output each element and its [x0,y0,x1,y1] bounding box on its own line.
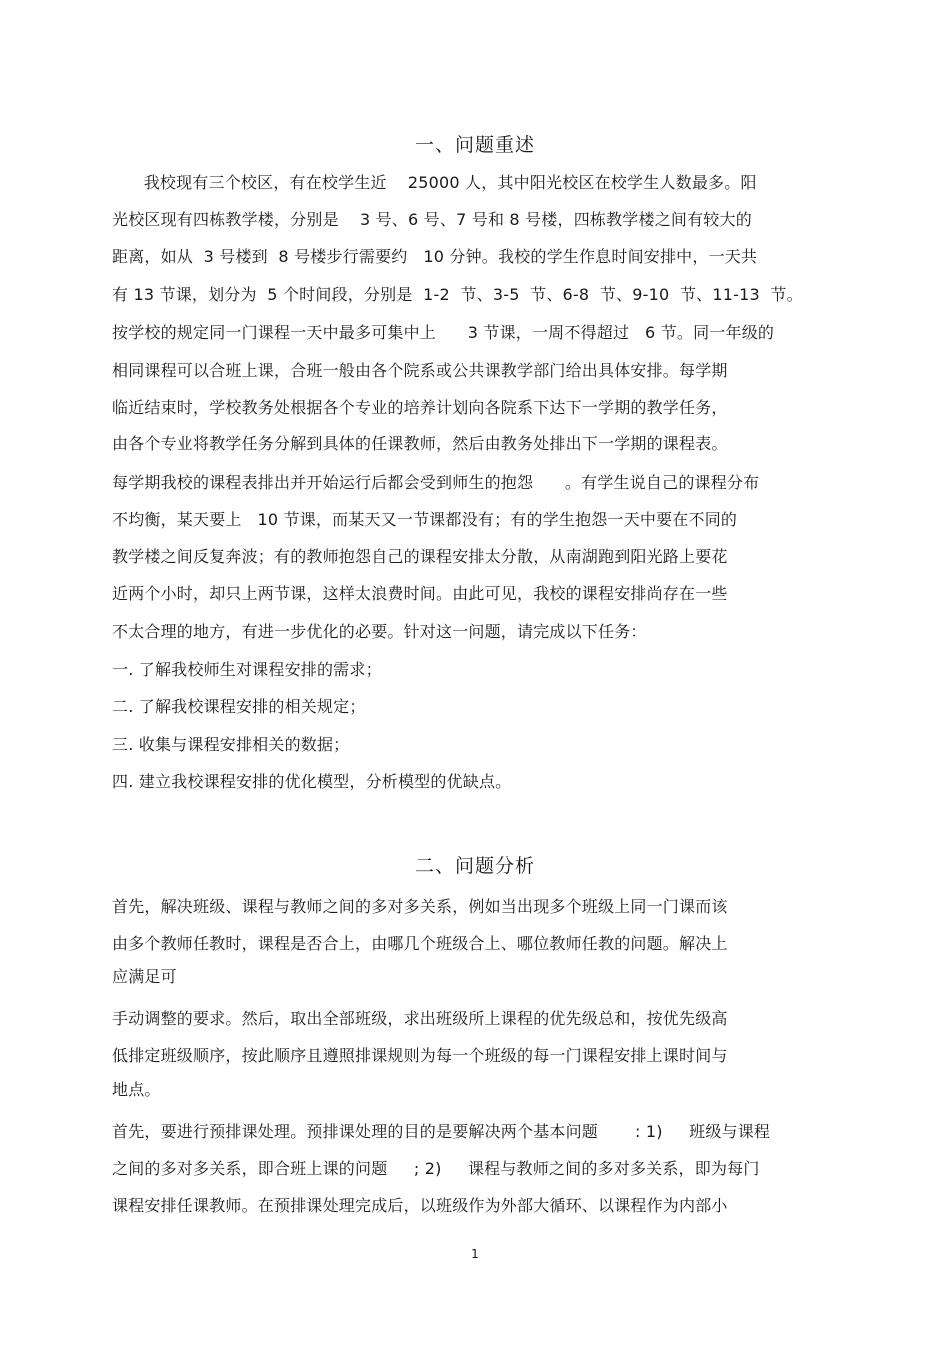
page-number: 1 [471,1247,479,1261]
section-2-line: 课程安排任课教师。在预排课处理完成后，以班级作为外部大循环、以课程作为内部小 [112,1196,728,1215]
task-item-4: 四. 建立我校课程安排的优化模型，分析模型的优缺点。 [112,772,512,791]
section-2-line: 首先，解决班级、课程与教师之间的多对多关系，例如当出现多个班级上同一门课而该 [112,897,728,916]
section-1-line: 不太合理的地方，有进一步优化的必要。针对这一问题，请完成以下任务： [112,622,647,641]
section-1-line: 教学楼之间反复奔波；有的教师抱怨自己的课程安排太分散，从南湖跑到阳光路上要花 [112,547,728,566]
section-1-title: 一、问题重述 [414,134,535,156]
section-2-line: 应满足可 [112,967,177,986]
section-2-line: 手动调整的要求。然后，取出全部班级，求出班级所上课程的优先级总和，按优先级高 [112,1009,728,1028]
section-1-line: 我校现有三个校区，有在校学生近 25000 人，其中阳光校区在校学生人数最多。阳 [112,173,757,192]
section-1-line: 由各个专业将教学任务分解到具体的任课教师，然后由教务处排出下一学期的课程表。 [112,434,728,453]
section-1-line: 临近结束时，学校教务处根据各个专业的培养计划向各院系下达下一学期的教学任务， [112,398,728,417]
section-2-line: 由多个教师任教时，课程是否合上，由哪几个班级合上、哪位教师任教的问题。解决上 [112,934,728,953]
section-1-line: 距离，如从 3 号楼到 8 号楼步行需要约 10 分钟。我校的学生作息时间安排中，一天共 [112,247,758,266]
task-item-2: 二. 了解我校课程安排的相关规定； [112,697,366,716]
task-item-3: 三. 收集与课程安排相关的数据； [112,735,350,754]
section-2-line: 地点。 [112,1080,161,1099]
section-1-line: 按学校的规定同一门课程一天中最多可集中上 3 节课，一周不得超过 6 节。同一年级的 [112,323,775,342]
section-2-title: 二、问题分析 [414,855,535,877]
section-2-line: 之间的多对多关系，即合班上课的问题 ; 2) 课程与教师之间的多对多关系，即为每门 [112,1159,760,1178]
section-1-line: 相同课程可以合班上课，合班一般由各个院系或公共课教学部门给出具体安排。每学期 [112,361,728,380]
section-1-line: 光校区现有四栋教学楼，分别是 3 号、6 号、7 号和 8 号楼，四栋教学楼之间有较大的 [112,210,752,229]
section-1-line: 近两个小时，却只上两节课，这样太浪费时间。由此可见，我校的课程安排尚存在一些 [112,584,728,603]
task-item-1: 一. 了解我校师生对课程安排的需求； [112,660,382,679]
section-2-line: 低排定班级顺序，按此顺序且遵照排课规则为每一个班级的每一门课程安排上课时间与 [112,1046,728,1065]
section-1-line: 不均衡，某天要上 10 节课，而某天又一节课都没有；有的学生抱怨一天中要在不同的 [112,510,738,529]
section-1-line: 有 13 节课，划分为 5 个时间段，分别是 1-2 节、3-5 节、6-8 节、9-10 节、11-13 节。 [112,285,803,304]
section-1-line: 每学期我校的课程表排出并开始运行后都会受到师生的抱怨 。有学生说自己的课程分布 [112,473,760,492]
section-2-line: 首先，要进行预排课处理。预排课处理的目的是要解决两个基本问题 : 1) 班级与课程 [112,1122,771,1141]
